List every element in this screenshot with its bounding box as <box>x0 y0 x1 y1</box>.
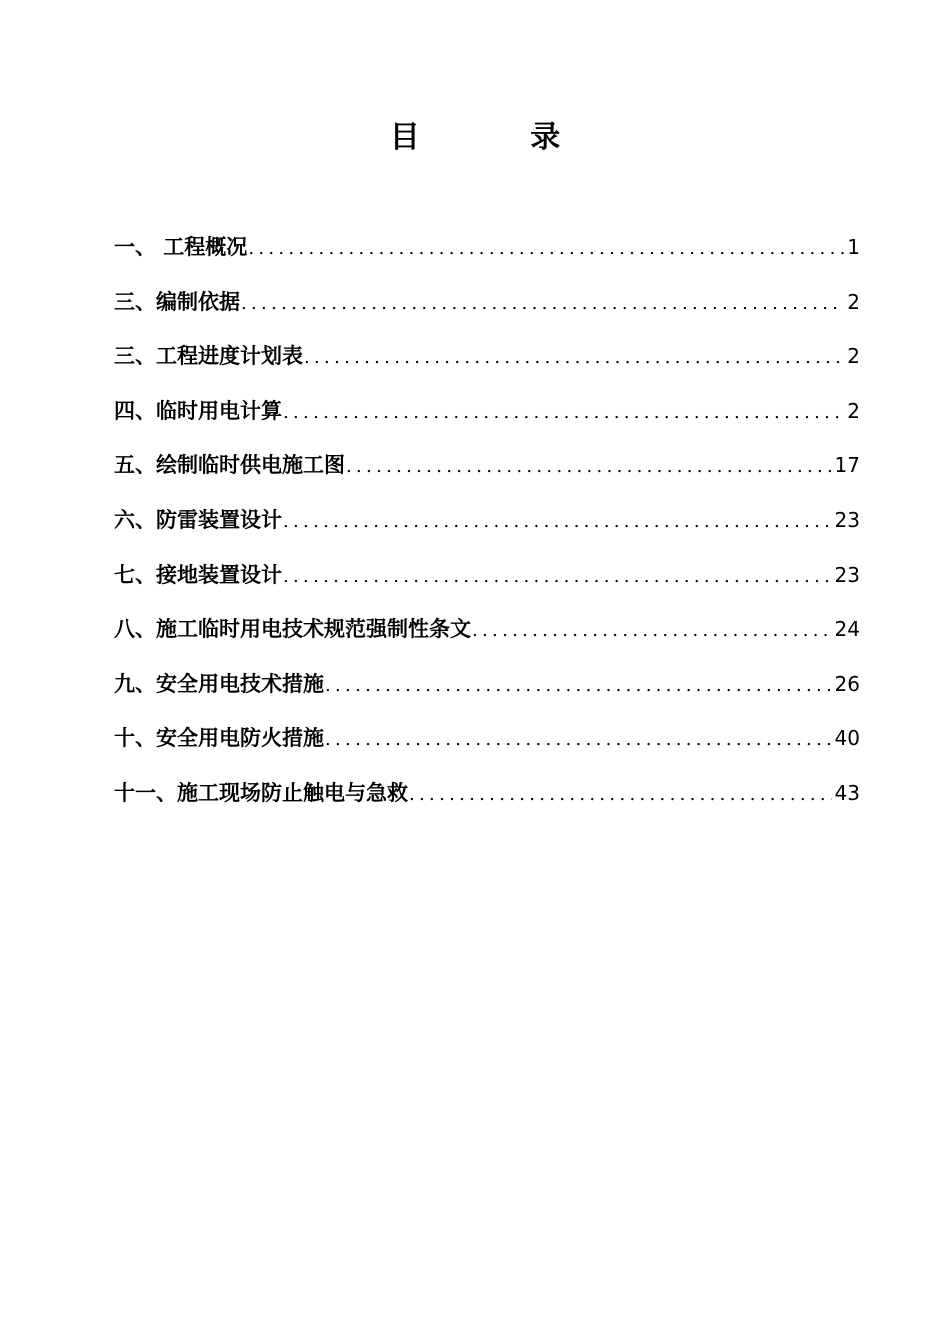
toc-dot-leader <box>248 230 844 268</box>
toc-entry-label: 十一、施工现场防止触电与急救 <box>114 779 408 805</box>
toc-page-number: 2 <box>847 344 860 369</box>
toc-entry[interactable] <box>114 774 860 829</box>
toc-entry-label: 六、防雷装置设计 <box>114 506 282 532</box>
toc-page-number: 26 <box>834 671 860 696</box>
toc-page-number: 43 <box>834 780 860 805</box>
toc-entry[interactable] <box>114 719 860 774</box>
toc-dot-leader <box>325 721 832 759</box>
toc-dot-leader <box>409 776 832 814</box>
toc-page-number: 23 <box>834 507 860 532</box>
toc-entry[interactable] <box>114 283 860 338</box>
toc-entry[interactable] <box>114 337 860 392</box>
toc-title: 目 录 <box>389 120 611 155</box>
toc-entry-label: 十、安全用电防火措施 <box>114 725 324 751</box>
toc-entry[interactable] <box>114 501 860 556</box>
toc-page-number: 23 <box>834 562 860 587</box>
toc-dot-leader <box>241 285 844 323</box>
toc-entry-label: 八、施工临时用电技术规范强制性条文 <box>114 616 471 642</box>
toc-entry[interactable] <box>114 610 860 665</box>
toc-entry-label: 四、临时用电计算 <box>114 397 282 423</box>
toc-dot-leader <box>472 612 832 650</box>
toc-entry-label: 九、安全用电技术措施 <box>114 670 324 696</box>
toc-entry-label: 三、工程进度计划表 <box>114 343 303 369</box>
toc-entry-label: 七、接地装置设计 <box>114 561 282 587</box>
toc-dot-leader <box>283 558 832 596</box>
toc-dot-leader <box>325 667 832 705</box>
toc-entry[interactable] <box>114 556 860 611</box>
toc-page-number: 24 <box>834 617 860 642</box>
toc-entry-label: 五、绘制临时供电施工图 <box>114 452 345 478</box>
toc-dot-leader <box>304 339 844 377</box>
toc-dot-leader <box>283 503 832 541</box>
toc-page-number: 2 <box>847 398 860 423</box>
toc-dot-leader <box>283 394 844 432</box>
toc-entry[interactable] <box>114 228 860 283</box>
toc-entry-label: 一、 工程概况 <box>114 234 248 259</box>
toc-entry-label: 三、编制依据 <box>114 288 240 314</box>
toc-entry[interactable] <box>114 665 860 720</box>
toc-entry[interactable] <box>114 446 860 501</box>
toc-page-number: 2 <box>847 289 860 314</box>
toc-entry[interactable] <box>114 392 860 447</box>
toc-dot-leader <box>346 448 832 486</box>
toc-page-number: 1 <box>847 235 860 259</box>
table-of-contents <box>114 228 860 829</box>
toc-page-number: 17 <box>834 453 860 478</box>
toc-page-number: 40 <box>834 726 860 751</box>
